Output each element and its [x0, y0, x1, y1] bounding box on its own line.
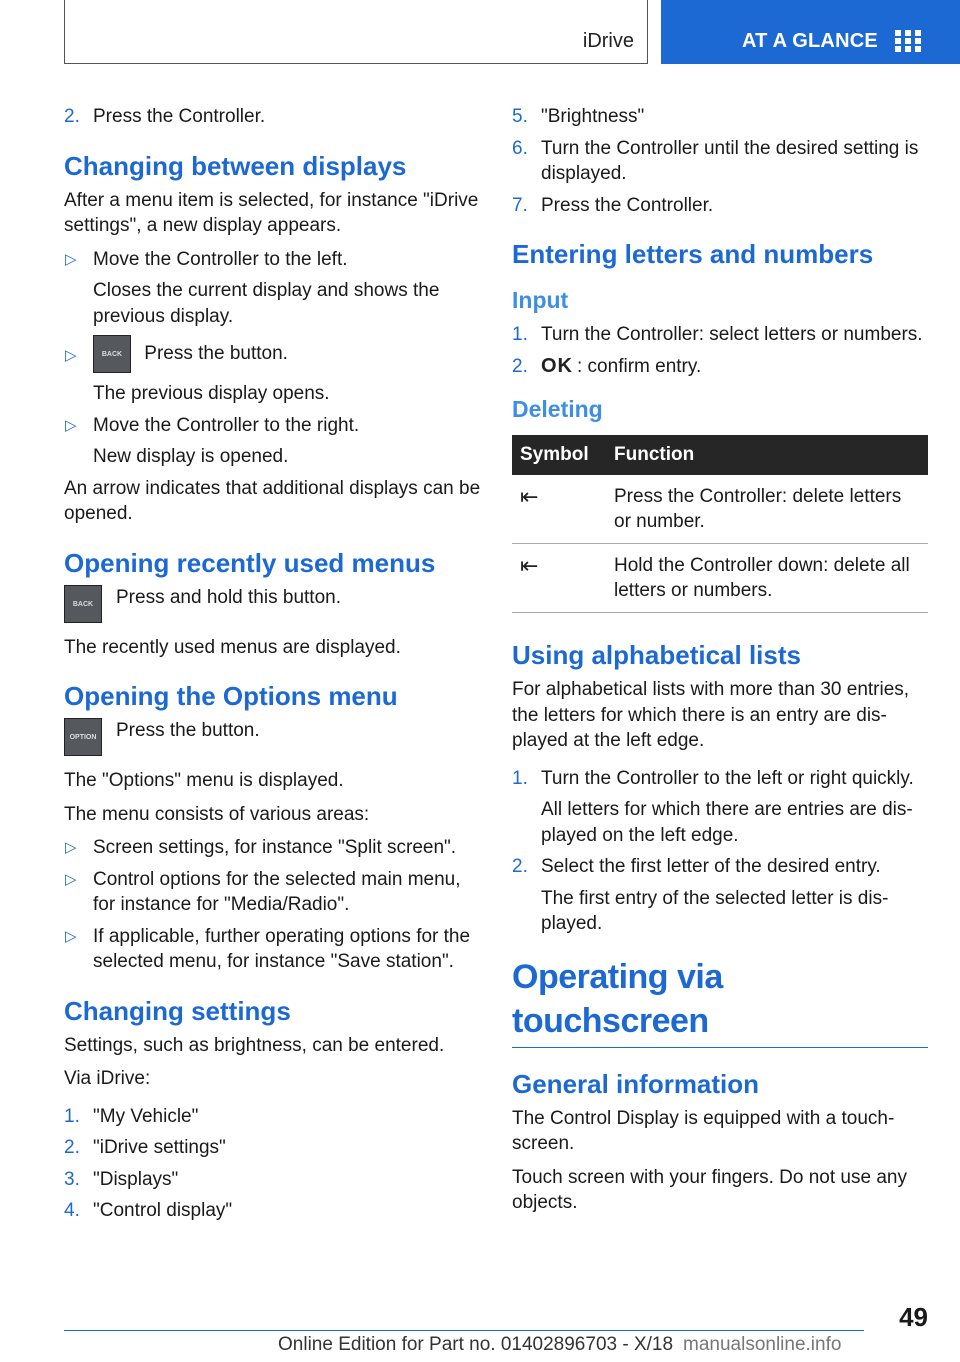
heading-changing-displays: Changing between displays [64, 150, 407, 181]
bullet-item: ▷ Screen settings, for instance "Split screen". [64, 835, 482, 861]
heading-changing-settings: Changing settings [64, 995, 291, 1026]
paragraph: The Control Display is equipped with a touch-screen. [512, 1107, 895, 1154]
button-instruction: OPTION Press the button. [64, 718, 482, 758]
list-item: 2. OK : confirm entry. [512, 354, 702, 377]
triangle-bullet-icon: ▷ [65, 416, 77, 434]
heading-general-information: General information [512, 1068, 760, 1099]
heading-input: Input [512, 287, 569, 313]
list-item: 1. "My Vehicle" [64, 1105, 199, 1127]
bullet-item: ▷ BACK Press the button. [64, 335, 482, 375]
bullet-item: ▷ Move the Controller to the left. [64, 247, 482, 273]
paragraph: The recently used menus are displayed. [64, 636, 401, 658]
heading-deleting: Deleting [512, 396, 603, 422]
footer-edition: Online Edition for Part no. 01402896703 - X/18 [278, 1334, 674, 1355]
list-item: 2. "iDrive settings" [64, 1137, 226, 1158]
footer-watermark: manualsonline.info [683, 1334, 842, 1355]
list-item: 6. Turn the Controller until the desired setting is displayed. [512, 137, 919, 184]
delete-arrow-icon: ⇤ [512, 475, 606, 544]
bullet-item: ▷ Move the Controller to the right. [64, 413, 482, 439]
back-button-icon: BACK [64, 585, 102, 623]
paragraph: Via iDrive: [64, 1068, 151, 1089]
list-subtext: The first entry of the selected letter is dis-played. [541, 887, 889, 934]
triangle-bullet-icon: ▷ [65, 347, 77, 364]
list-item: 5. "Brightness" [512, 106, 645, 127]
button-instruction: BACK Press and hold this button. [64, 585, 482, 625]
ok-icon: OK [541, 354, 573, 377]
paragraph: For alphabetical lists with more than 30 entries, the letters for which there is an entry are dis-played at the left edge. [512, 679, 910, 751]
table-header: Symbol [512, 435, 606, 475]
triangle-bullet-icon: ▷ [65, 250, 77, 268]
heading-recent-menus: Opening recently used menus [64, 547, 436, 578]
left-column [64, 104, 482, 1230]
table-header: Function [606, 435, 928, 475]
bullet-subtext: The previous display opens. [93, 383, 330, 404]
list-item: 1. Turn the Controller to the left or right quickly. [512, 767, 914, 789]
paragraph: After a menu item is selected, for instance "iDrive settings", a new display appears. [64, 189, 479, 236]
list-item: 2. Press the Controller. [64, 106, 266, 127]
paragraph: The "Options" menu is displayed. [64, 770, 344, 791]
bullet-item: ▷ Control options for the selected main menu, for instance for "Media/Radio". [65, 868, 461, 915]
paragraph: Settings, such as brightness, can be entered. [64, 1034, 445, 1056]
header-chapter-title: AT A GLANCE [742, 30, 878, 52]
page-number: 49 [899, 1302, 928, 1332]
table-cell: Hold the Controller down: delete all letters or numbers. [606, 544, 928, 613]
table-row [512, 475, 928, 544]
bullet-item: ▷ If applicable, further operating options for the selected menu, for instance "Save station". [65, 925, 471, 972]
table-cell: Press the Controller: delete letters or number. [606, 475, 928, 544]
triangle-bullet-icon: ▷ [65, 870, 77, 888]
list-item: 7. Press the Controller. [512, 194, 714, 216]
header-section-title: iDrive [582, 30, 634, 52]
delete-arrow-icon: ⇤ [512, 544, 606, 613]
back-button-icon: BACK [93, 335, 131, 373]
list-subtext: All letters for which there are entries are dis-played on the left edge. [541, 799, 913, 846]
list-item: 3. "Displays" [64, 1168, 179, 1190]
list-item: 4. "Control display" [64, 1200, 233, 1221]
deleting-table [512, 435, 928, 613]
heading-options-menu: Opening the Options menu [64, 681, 398, 711]
heading-alphabetical-lists: Using alphabetical lists [512, 640, 801, 670]
right-column [512, 104, 928, 1224]
paragraph: Touch screen with your fingers. Do not use any objects. [512, 1166, 907, 1213]
heading-operating-touchscreen: Operating via touchscreen [512, 955, 928, 1048]
bullet-subtext: Closes the current display and shows the previous display. [93, 280, 440, 327]
grid-icon [895, 30, 921, 52]
header-section-box [64, 0, 648, 64]
paragraph: The menu consists of various areas: [64, 803, 370, 825]
list-item: 1. Turn the Controller: select letters or numbers. [512, 324, 923, 345]
footer-divider [64, 1330, 864, 1331]
bullet-subtext: New display is opened. [93, 446, 289, 467]
list-item: 2. Select the first letter of the desired entry. [512, 856, 881, 877]
triangle-bullet-icon: ▷ [65, 839, 77, 856]
header-chapter-box [661, 0, 960, 64]
heading-entering-letters: Entering letters and numbers [512, 239, 874, 269]
triangle-bullet-icon: ▷ [65, 927, 77, 945]
paragraph: An arrow indicates that additional displays can be opened. [64, 477, 481, 524]
option-button-icon: OPTION [64, 718, 102, 756]
table-header-row [512, 435, 928, 475]
table-row [512, 544, 928, 613]
